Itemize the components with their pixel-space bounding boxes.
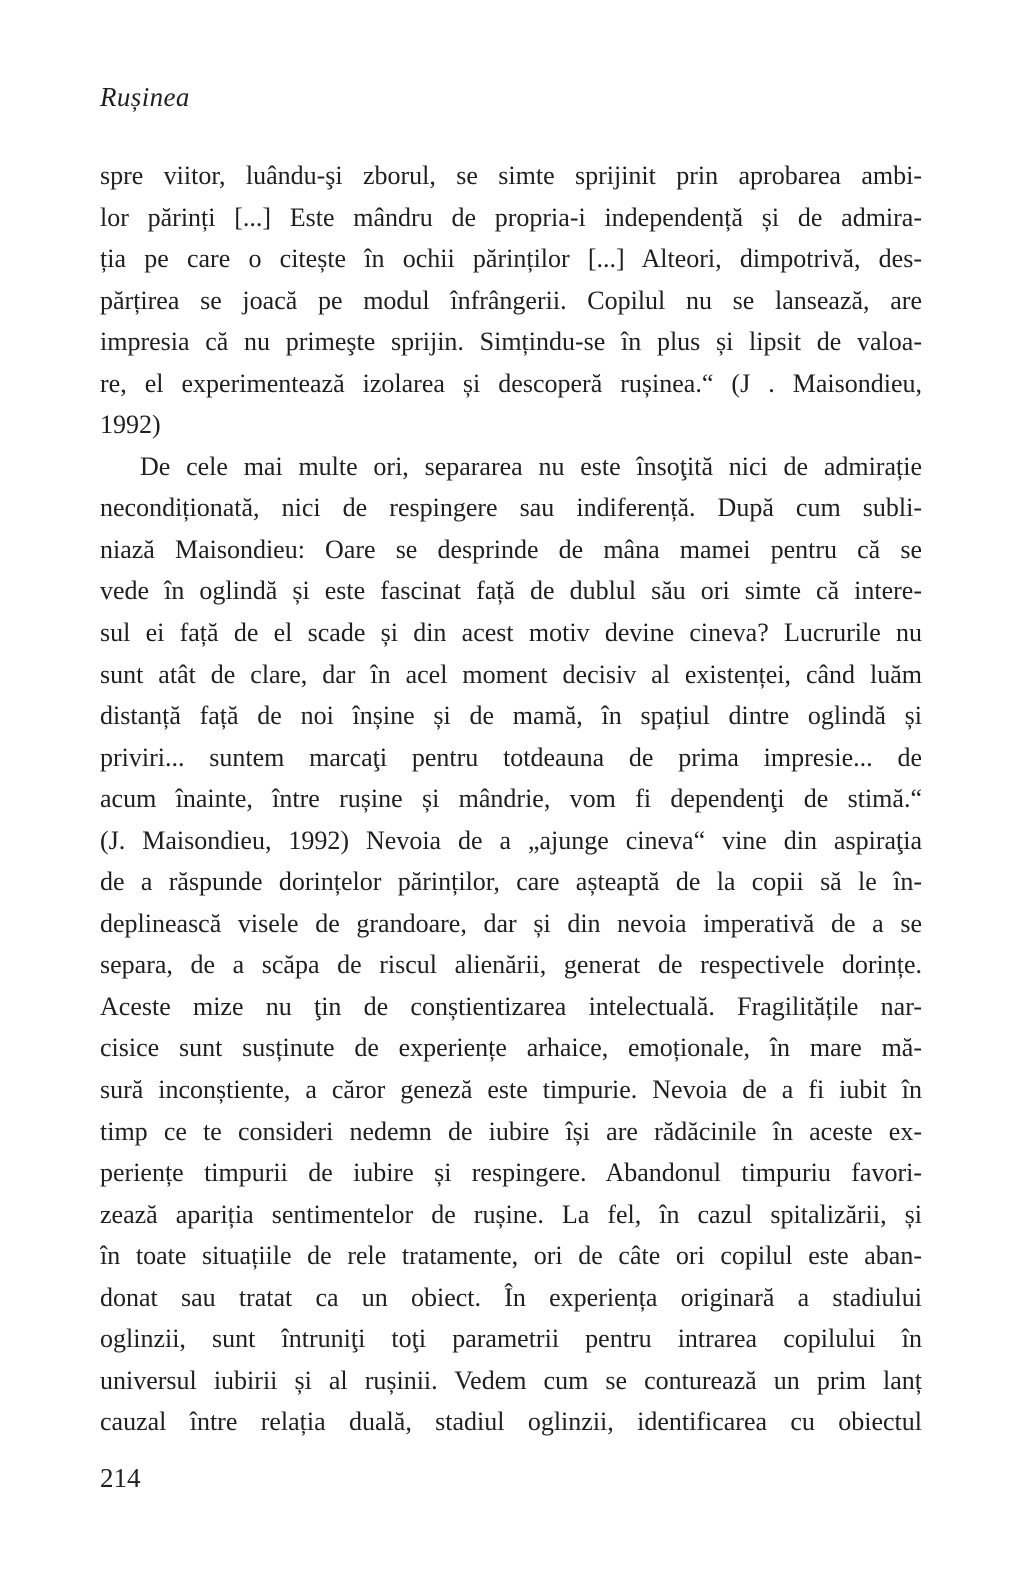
text-line: priviri... suntem marcaţi pentru totdeauna de prima impresie... de xyxy=(100,742,922,772)
text-line: impresia că nu primeşte sprijin. Simțindu-se în plus și lipsit de valoa- xyxy=(100,327,922,357)
text-line: timp ce te consideri nedemn de iubire își are rădăcinile în aceste ex- xyxy=(100,1116,922,1146)
text-line: Aceste mize nu ţin de conștientizarea intelectuală. Fragilitățile nar- xyxy=(100,991,922,1021)
text-line: cauzal între relația duală, stadiul oglinzii, identificarea cu obiectul xyxy=(100,1407,922,1437)
text-line: re, el experimentează izolarea și descoperă rușinea.“ (J . Maisondieu, xyxy=(100,368,922,398)
page-number: 214 xyxy=(100,1463,141,1493)
text-line: separa, de a scăpa de riscul alienării, generat de respectivele dorințe. xyxy=(100,950,922,980)
text-line: De cele mai multe ori, separarea nu este însoţită nici de admirație xyxy=(140,451,922,481)
text-line: universul iubirii și al rușinii. Vedem cum se conturează un prim lanț xyxy=(100,1365,922,1395)
text-line: necondiționată, nici de respingere sau indiferență. După cum subli- xyxy=(100,493,922,523)
running-head: Rușinea xyxy=(100,82,190,112)
text-line: sură inconștiente, a căror geneză este timpurie. Nevoia de a fi iubit în xyxy=(100,1075,922,1105)
text-line: sul ei față de el scade și din acest motiv devine cineva? Lucrurile nu xyxy=(100,618,922,648)
text-line: spre viitor, luându-şi zborul, se simte sprijinit prin aprobarea ambi- xyxy=(100,161,922,190)
body-text xyxy=(100,155,922,1443)
text-line: donat sau tratat ca un obiect. În experiența originară a stadiului xyxy=(100,1282,922,1312)
text-line: sunt atât de clare, dar în acel moment decisiv al existenței, când luăm xyxy=(100,659,922,689)
text-line: părțirea se joacă pe modul înfrângerii. Copilul nu se lansează, are xyxy=(100,285,922,315)
text-line: periențe timpurii de iubire și respingere. Abandonul timpuriu favori- xyxy=(100,1158,922,1188)
text-line: în toate situațiile de rele tratamente, ori de câte ori copilul este aban- xyxy=(100,1241,922,1271)
text-line: cisice sunt susținute de experiențe arhaice, emoționale, în mare mă- xyxy=(100,1033,922,1063)
text-line: zează apariția sentimentelor de rușine. La fel, în cazul spitalizării, și xyxy=(100,1199,922,1229)
text-line: de a răspunde dorințelor părinților, care așteaptă de la copii să le în- xyxy=(100,867,922,897)
text-line: ția pe care o citește în ochii părinților [...] Alteori, dimpotrivă, des- xyxy=(100,244,922,274)
text-line: acum înainte, între rușine și mândrie, vom fi dependenţi de stimă.“ xyxy=(100,784,922,814)
text-line: niază Maisondieu: Oare se desprinde de mâna mamei pentru că se xyxy=(100,534,922,564)
text-line: 1992) xyxy=(100,410,161,440)
text-line: deplinească visele de grandoare, dar și din nevoia imperativă de a se xyxy=(100,908,922,938)
text-line: lor părinți [...] Este mândru de propria-i independență și de admira- xyxy=(100,202,922,232)
text-line: (J. Maisondieu, 1992) Nevoia de a „ajunge cineva“ vine din aspiraţia xyxy=(100,825,922,855)
text-line: oglinzii, sunt întruniţi toţi parametrii pentru intrarea copilului în xyxy=(100,1324,922,1354)
text-line: distanță față de noi înșine și de mamă, în spațiul dintre oglindă și xyxy=(100,701,922,731)
text-line: vede în oglindă și este fascinat față de dublul său ori simte că intere- xyxy=(100,576,922,606)
